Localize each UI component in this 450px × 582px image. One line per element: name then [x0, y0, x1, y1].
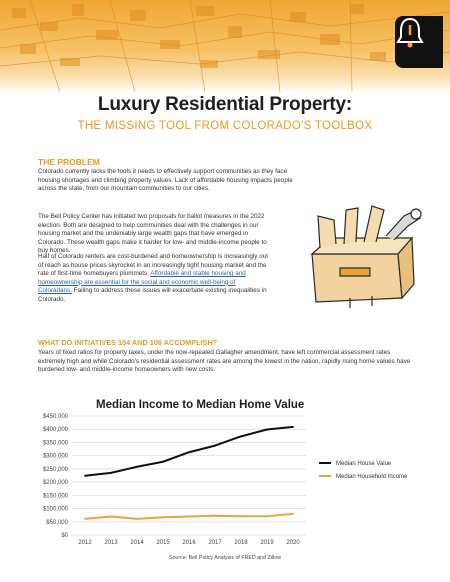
initiatives-heading: WHAT DO INITIATIVES 104 AND 106 ACCOMPLISH? [38, 338, 218, 347]
data-point [214, 515, 216, 517]
data-point [188, 516, 190, 518]
x-tick-label: 2019 [260, 540, 274, 546]
chart-source: Source: Bell Policy Analysis of FRED and Zillow [168, 555, 282, 561]
y-tick-label: $50,000 [46, 519, 68, 526]
data-point [266, 429, 268, 431]
y-tick-label: $350,000 [42, 440, 68, 447]
data-point [136, 518, 138, 520]
data-point [110, 516, 112, 518]
problem-paragraph-3-end: Failing to address these issues will exacerbate existing inequalities in Colorado. [38, 287, 267, 303]
data-point [136, 466, 138, 468]
y-tick-label: $450,000 [42, 414, 68, 420]
page-subtitle: THE MISSING TOOL FROM COLORADO'S TOOLBOX [77, 120, 373, 132]
problem-paragraph-1: Colorado currently lacks the tools it needs to effectively support communities as they face housing shortages and climbing property values. Lack of affordable housing impacts people across the state, from our mountain communities to our cities. [38, 168, 293, 193]
data-point [266, 515, 268, 517]
initiatives-paragraph: Years of fixed ratios for property taxes, under the now-repealed Gallagher amendment, have left commercial assessment rates extremely high and while Colorado's residential assessment rates are among the lowest in the nation, rapidly rising home values have burdened low- and middle-income homeowners with new costs. [38, 349, 411, 374]
data-point [292, 426, 294, 428]
page-title: Luxury Residential Property: [97, 94, 353, 115]
data-point [162, 461, 164, 463]
data-point [110, 472, 112, 474]
series-line [85, 427, 293, 476]
legend-label: Median Household Income [336, 474, 408, 480]
x-tick-label: 2015 [156, 540, 170, 546]
data-point [214, 445, 216, 447]
data-point [292, 513, 294, 515]
x-tick-label: 2017 [208, 540, 222, 546]
x-tick-label: 2013 [104, 540, 118, 546]
x-tick-label: 2014 [130, 540, 144, 546]
y-tick-label: $400,000 [42, 427, 68, 434]
y-tick-label: $150,000 [42, 493, 68, 500]
problem-paragraph-3-start: Half of Colorado renters are cost-burdened and homeownership is increasingly out of reach as house prices skyrocket in an increasingly tight housing market and the rate of first-time homebuyers plummets. [38, 253, 268, 278]
x-tick-label: 2012 [78, 540, 92, 546]
data-point [84, 518, 86, 520]
y-tick-label: $250,000 [42, 466, 68, 473]
data-point [240, 435, 242, 437]
legend-label: Median House Value [336, 461, 392, 467]
problem-heading: THE PROBLEM [38, 157, 100, 167]
chart-title: Median Income to Median Home Value [96, 399, 305, 411]
housing-wellbeing-link[interactable]: Affordable and stable housing and homeownership are essential for the social and economic well-being of Coloradans. [38, 270, 246, 295]
x-tick-label: 2020 [286, 540, 300, 546]
y-tick-label: $100,000 [42, 506, 68, 513]
data-point [162, 516, 164, 518]
problem-paragraph-2: The Bell Policy Center has initiated two proposals for ballot measures in the 2022 election. Both are designed to help communities deal with the challenges in our housing market and the undeniably large wealth gaps that have emerged in Colorado. These wealth gaps make it harder for low- and middle-income people to buy homes. [38, 213, 267, 255]
x-tick-label: 2018 [234, 540, 248, 546]
data-point [188, 451, 190, 453]
y-tick-label: $200,000 [42, 480, 68, 487]
y-tick-label: $300,000 [42, 453, 68, 460]
data-point [84, 475, 86, 477]
y-tick-label: $0 [61, 533, 68, 539]
data-point [240, 515, 242, 517]
x-tick-label: 2016 [182, 540, 196, 546]
